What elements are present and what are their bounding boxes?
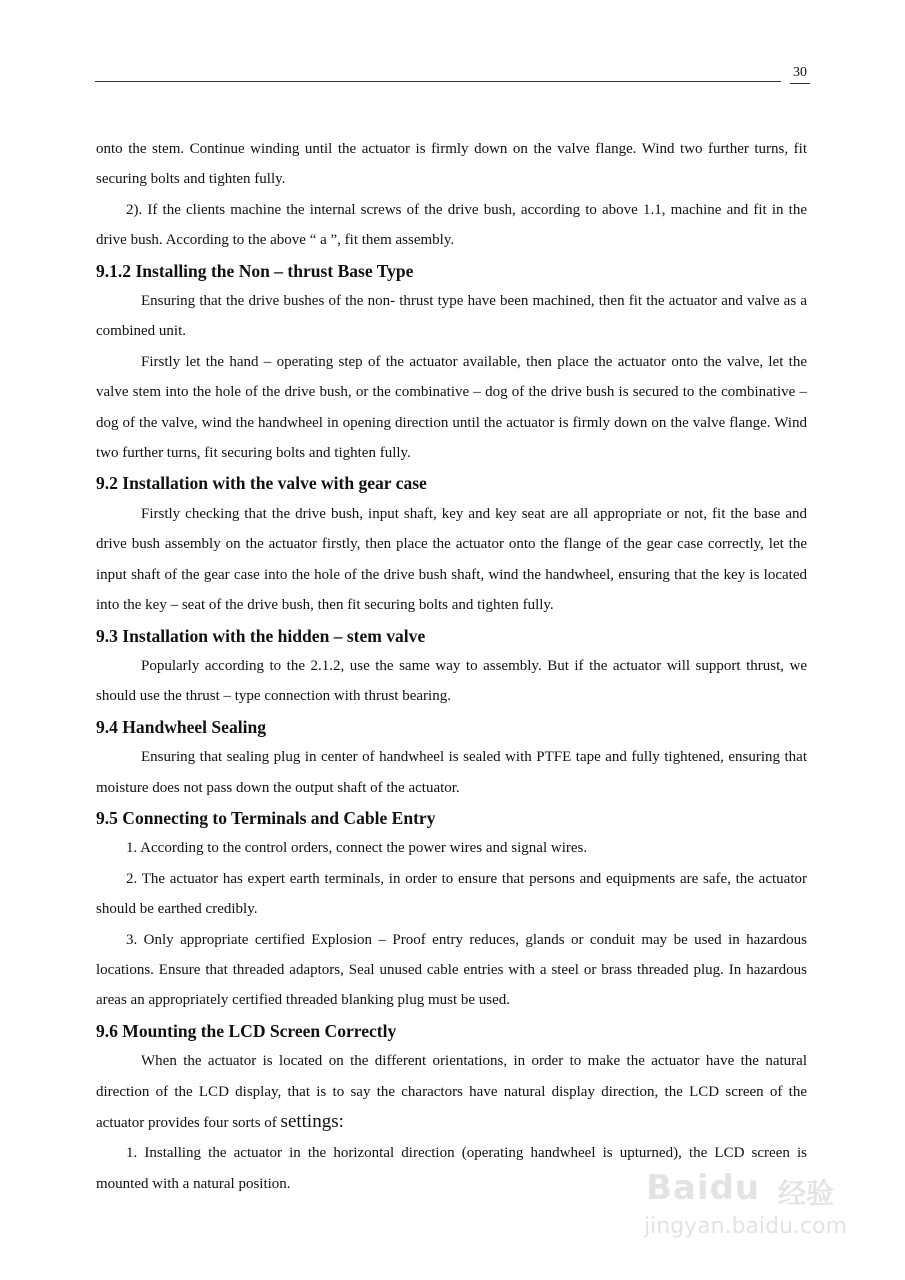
section-heading-9-2: 9.2 Installation with the valve with gear case [96, 473, 427, 494]
paragraph-non-thrust-steps: Firstly let the hand – operating step of the actuator available, then place the actuator onto the valve, let the valve stem into the hole of the drive bush, or the combinative – dog of the drive bush is secured to the combinative – dog of the valve, wind the handwheel in opening direction until the actuator is firmly down on the valve flange. Wind two further turns, fit securing bolts and tighten fully. [96, 353, 807, 462]
paragraph-continuation: onto the stem. Continue winding until the actuator is firmly down on the valve flange. Wind two further turns, fit securing bolts and tighten fully. [96, 141, 807, 188]
watermark-url: jingyan.baidu.com [644, 1214, 848, 1239]
watermark-logo: Baidu [646, 1168, 761, 1208]
list-item-terminals-2: 2. The actuator has expert earth terminals, in order to ensure that persons and equipments are safe, the actuator should be earthed credibly. [96, 870, 807, 918]
list-item-terminals-1: 1. According to the control orders, connect the power wires and signal wires. [126, 840, 588, 857]
section-heading-9-6: 9.6 Mounting the LCD Screen Correctly [96, 1020, 397, 1041]
section-heading-9-1-2: 9.1.2 Installing the Non – thrust Base Type [96, 260, 414, 281]
section-heading-9-3: 9.3 Installation with the hidden – stem valve [96, 625, 426, 646]
header-rule [95, 81, 781, 82]
section-heading-9-5: 9.5 Connecting to Terminals and Cable Entry [96, 807, 436, 828]
paragraph-non-thrust-machined: Ensuring that the drive bushes of the non- thrust type have been machined, then fit the actuator and valve as a combined unit. [96, 293, 807, 340]
baidu-jingyan-watermark [630, 1168, 870, 1248]
document-body [96, 134, 807, 1199]
paragraph-handwheel-sealing: Ensuring that sealing plug in center of handwheel is sealed with PTFE tape and fully tightened, ensuring that moisture does not pass down the output shaft of the actuator. [96, 749, 807, 796]
watermark-chinese-text: 经验 [778, 1177, 835, 1210]
list-item-lcd-1: 1. Installing the actuator in the horizontal direction (operating handwheel is upturned), the LCD screen is mounted with a natural position. [96, 1145, 807, 1192]
section-heading-9-4: 9.4 Handwheel Sealing [96, 716, 266, 737]
paragraph-lcd-orientation [96, 1046, 807, 1138]
page-number: 30 [790, 64, 810, 84]
paragraph-lcd-orientation-text: When the actuator is located on the different orientations, in order to make the actuator have the natural direction of the LCD display, that is to say the charactors have natural display direction, the LCD screen of the actuator provides four sorts of [96, 1053, 807, 1131]
settings-word: settings: [280, 1111, 344, 1132]
list-item-terminals-3: 3. Only appropriate certified Explosion – Proof entry reduces, glands or conduit may be used in hazardous locations. Ensure that threaded adaptors, Seal unused cable entries with a steel or brass threaded plug. In hazardous areas an appropriately certified threaded blanking plug must be used. [96, 931, 807, 1009]
paragraph-gear-case: Firstly checking that the drive bush, input shaft, key and key seat are all appropriate or not, fit the base and drive bush assembly on the actuator firstly, then place the actuator onto the flange of the gear case correctly, let the input shaft of the gear case into the hole of the drive bush shaft, wind the handwheel, ensuring that the key is located into the key – seat of the drive bush, then fit securing bolts and tighten fully. [96, 505, 807, 614]
paragraph-hidden-stem: Popularly according to the 2.1.2, use the same way to assembly. But if the actuator will support thrust, we should use the thrust – type connection with thrust bearing. [96, 657, 807, 705]
paragraph-drive-bush-machining: 2). If the clients machine the internal screws of the drive bush, according to above 1.1, machine and fit in the drive bush. According to the above “ a ”, fit them assembly. [96, 201, 807, 249]
